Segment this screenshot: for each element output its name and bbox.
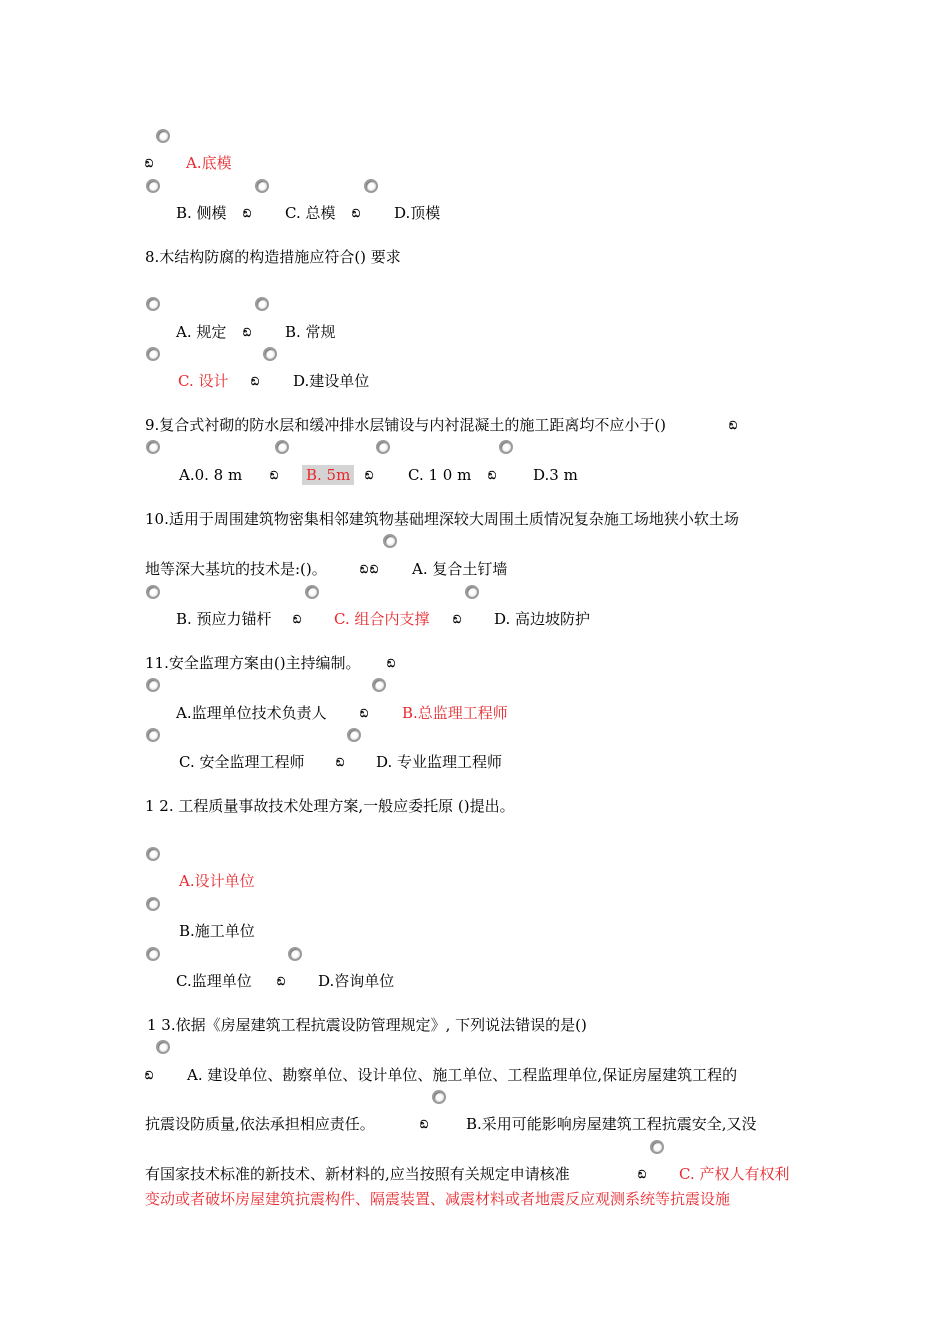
choice-marker-icon: ඞ — [352, 207, 361, 220]
choice-marker-icon: ඞ — [360, 707, 369, 720]
radio-q9-d[interactable] — [499, 440, 513, 454]
q7-option-d: D.顶模 — [394, 204, 441, 222]
choice-marker-icon: ඞ — [145, 1069, 154, 1082]
q13-option-a-line2: 抗震设防质量,依法承担相应责任。 — [145, 1115, 375, 1133]
radio-q7-d[interactable] — [364, 179, 378, 193]
radio-q8-c[interactable] — [146, 347, 160, 361]
q9-question: 9.复合式衬砌的防水层和缓冲排水层铺设与内衬混凝土的施工距离均不应小于() — [145, 416, 667, 434]
q12-option-a: A.设计单位 — [179, 872, 255, 890]
q13-option-b-line1: B.采用可能影响房屋建筑工程抗震安全,又没 — [466, 1115, 757, 1133]
choice-marker-icon: ඞ — [277, 975, 286, 988]
choice-marker-icon: ඞ — [420, 1118, 429, 1131]
choice-marker-icon: ඞ — [145, 157, 154, 170]
radio-q12-c[interactable] — [146, 947, 160, 961]
radio-q9-b[interactable] — [275, 440, 289, 454]
radio-q12-d[interactable] — [288, 947, 302, 961]
radio-q9-c[interactable] — [376, 440, 390, 454]
q12-option-d: D.咨询单位 — [318, 972, 395, 990]
q8-option-a: A. 规定 — [176, 323, 227, 341]
radio-q11-a[interactable] — [146, 678, 160, 692]
choice-marker-icon: ඞ — [453, 613, 462, 626]
q12-option-c: C.监理单位 — [176, 972, 252, 990]
choice-marker-icon: ඞ — [251, 375, 260, 388]
q9-option-b: B. 5m — [302, 465, 354, 485]
q12-question: 1 2. 工程质量事故技术处理方案,一般应委托原 ()提出。 — [145, 797, 515, 815]
radio-q10-d[interactable] — [465, 585, 479, 599]
q10-option-a: A. 复合土钉墙 — [412, 560, 508, 578]
radio-q10-a[interactable] — [383, 534, 397, 548]
q11-option-b: B.总监理工程师 — [402, 704, 508, 722]
choice-marker-icon: ඞ — [370, 563, 379, 576]
q7-option-c: C. 总模 — [285, 204, 336, 222]
q13-question: 1 3.依据《房屋建筑工程抗震设防管理规定》, 下列说法错误的是() — [147, 1016, 587, 1034]
radio-q8-b[interactable] — [255, 297, 269, 311]
q10-question-line1: 10.适用于周围建筑物密集相邻建筑物基础埋深较大周围土质情况复杂施工场地狭小软土场 — [145, 510, 739, 528]
q9-option-d: D.3 m — [533, 466, 578, 484]
choice-marker-icon: ඞ — [360, 563, 369, 576]
radio-q13-b[interactable] — [432, 1090, 446, 1104]
radio-q11-c[interactable] — [146, 728, 160, 742]
radio-q11-b[interactable] — [372, 678, 386, 692]
q8-option-d: D.建设单位 — [293, 372, 370, 390]
radio-q7-b[interactable] — [146, 179, 160, 193]
radio-q9-a[interactable] — [146, 440, 160, 454]
q7-option-a: A.底模 — [186, 154, 232, 172]
q8-question: 8.木结构防腐的构造措施应符合() 要求 — [145, 248, 401, 266]
q10-question-line2: 地等深大基坑的技术是:()。 — [145, 560, 327, 578]
q11-option-c: C. 安全监理工程师 — [179, 753, 305, 771]
q7-option-b: B. 侧模 — [176, 204, 227, 222]
radio-q7-a[interactable] — [156, 129, 170, 143]
q13-option-a-line1: A. 建设单位、勘察单位、设计单位、施工单位、工程监理单位,保证房屋建筑工程的 — [187, 1066, 738, 1084]
choice-marker-icon: ඞ — [729, 419, 738, 432]
q10-option-c: C. 组合内支撑 — [334, 610, 430, 628]
radio-q11-d[interactable] — [347, 728, 361, 742]
q9-option-c: C. 1 0 m — [408, 466, 472, 484]
radio-q13-c[interactable] — [650, 1140, 664, 1154]
radio-q8-d[interactable] — [263, 347, 277, 361]
choice-marker-icon: ඞ — [488, 469, 497, 482]
q12-option-b: B.施工单位 — [179, 922, 255, 940]
q10-option-d: D. 高边坡防护 — [494, 610, 591, 628]
q9-option-a: A.0. 8 m — [179, 466, 243, 484]
radio-q13-a[interactable] — [156, 1040, 170, 1054]
choice-marker-icon: ඞ — [293, 613, 302, 626]
q8-option-c: C. 设计 — [178, 372, 229, 390]
radio-q10-c[interactable] — [305, 585, 319, 599]
q13-option-c-line2: 变动或者破坏房屋建筑抗震构件、隔震装置、减震材料或者地震反应观测系统等抗震设施 — [145, 1190, 731, 1208]
q10-option-b: B. 预应力锚杆 — [176, 610, 272, 628]
choice-marker-icon: ඞ — [387, 657, 396, 670]
choice-marker-icon: ඞ — [336, 756, 345, 769]
q11-question: 11.安全监理方案由()主持编制。 — [145, 654, 361, 672]
q11-option-d: D. 专业监理工程师 — [376, 753, 503, 771]
choice-marker-icon: ඞ — [638, 1168, 647, 1181]
choice-marker-icon: ඞ — [243, 207, 252, 220]
q8-option-b: B. 常规 — [285, 323, 336, 341]
q11-option-a: A.监理单位技术负责人 — [176, 704, 327, 722]
radio-q10-b[interactable] — [146, 585, 160, 599]
radio-q8-a[interactable] — [146, 297, 160, 311]
radio-q7-c[interactable] — [255, 179, 269, 193]
choice-marker-icon: ඞ — [365, 469, 374, 482]
radio-q12-b[interactable] — [146, 897, 160, 911]
q13-option-b-line2: 有国家技术标准的新技术、新材料的,应当按照有关规定申请核准 — [145, 1165, 570, 1183]
q13-option-c-line1: C. 产权人有权利 — [679, 1165, 790, 1183]
choice-marker-icon: ඞ — [270, 469, 279, 482]
radio-q12-a[interactable] — [146, 847, 160, 861]
choice-marker-icon: ඞ — [243, 326, 252, 339]
